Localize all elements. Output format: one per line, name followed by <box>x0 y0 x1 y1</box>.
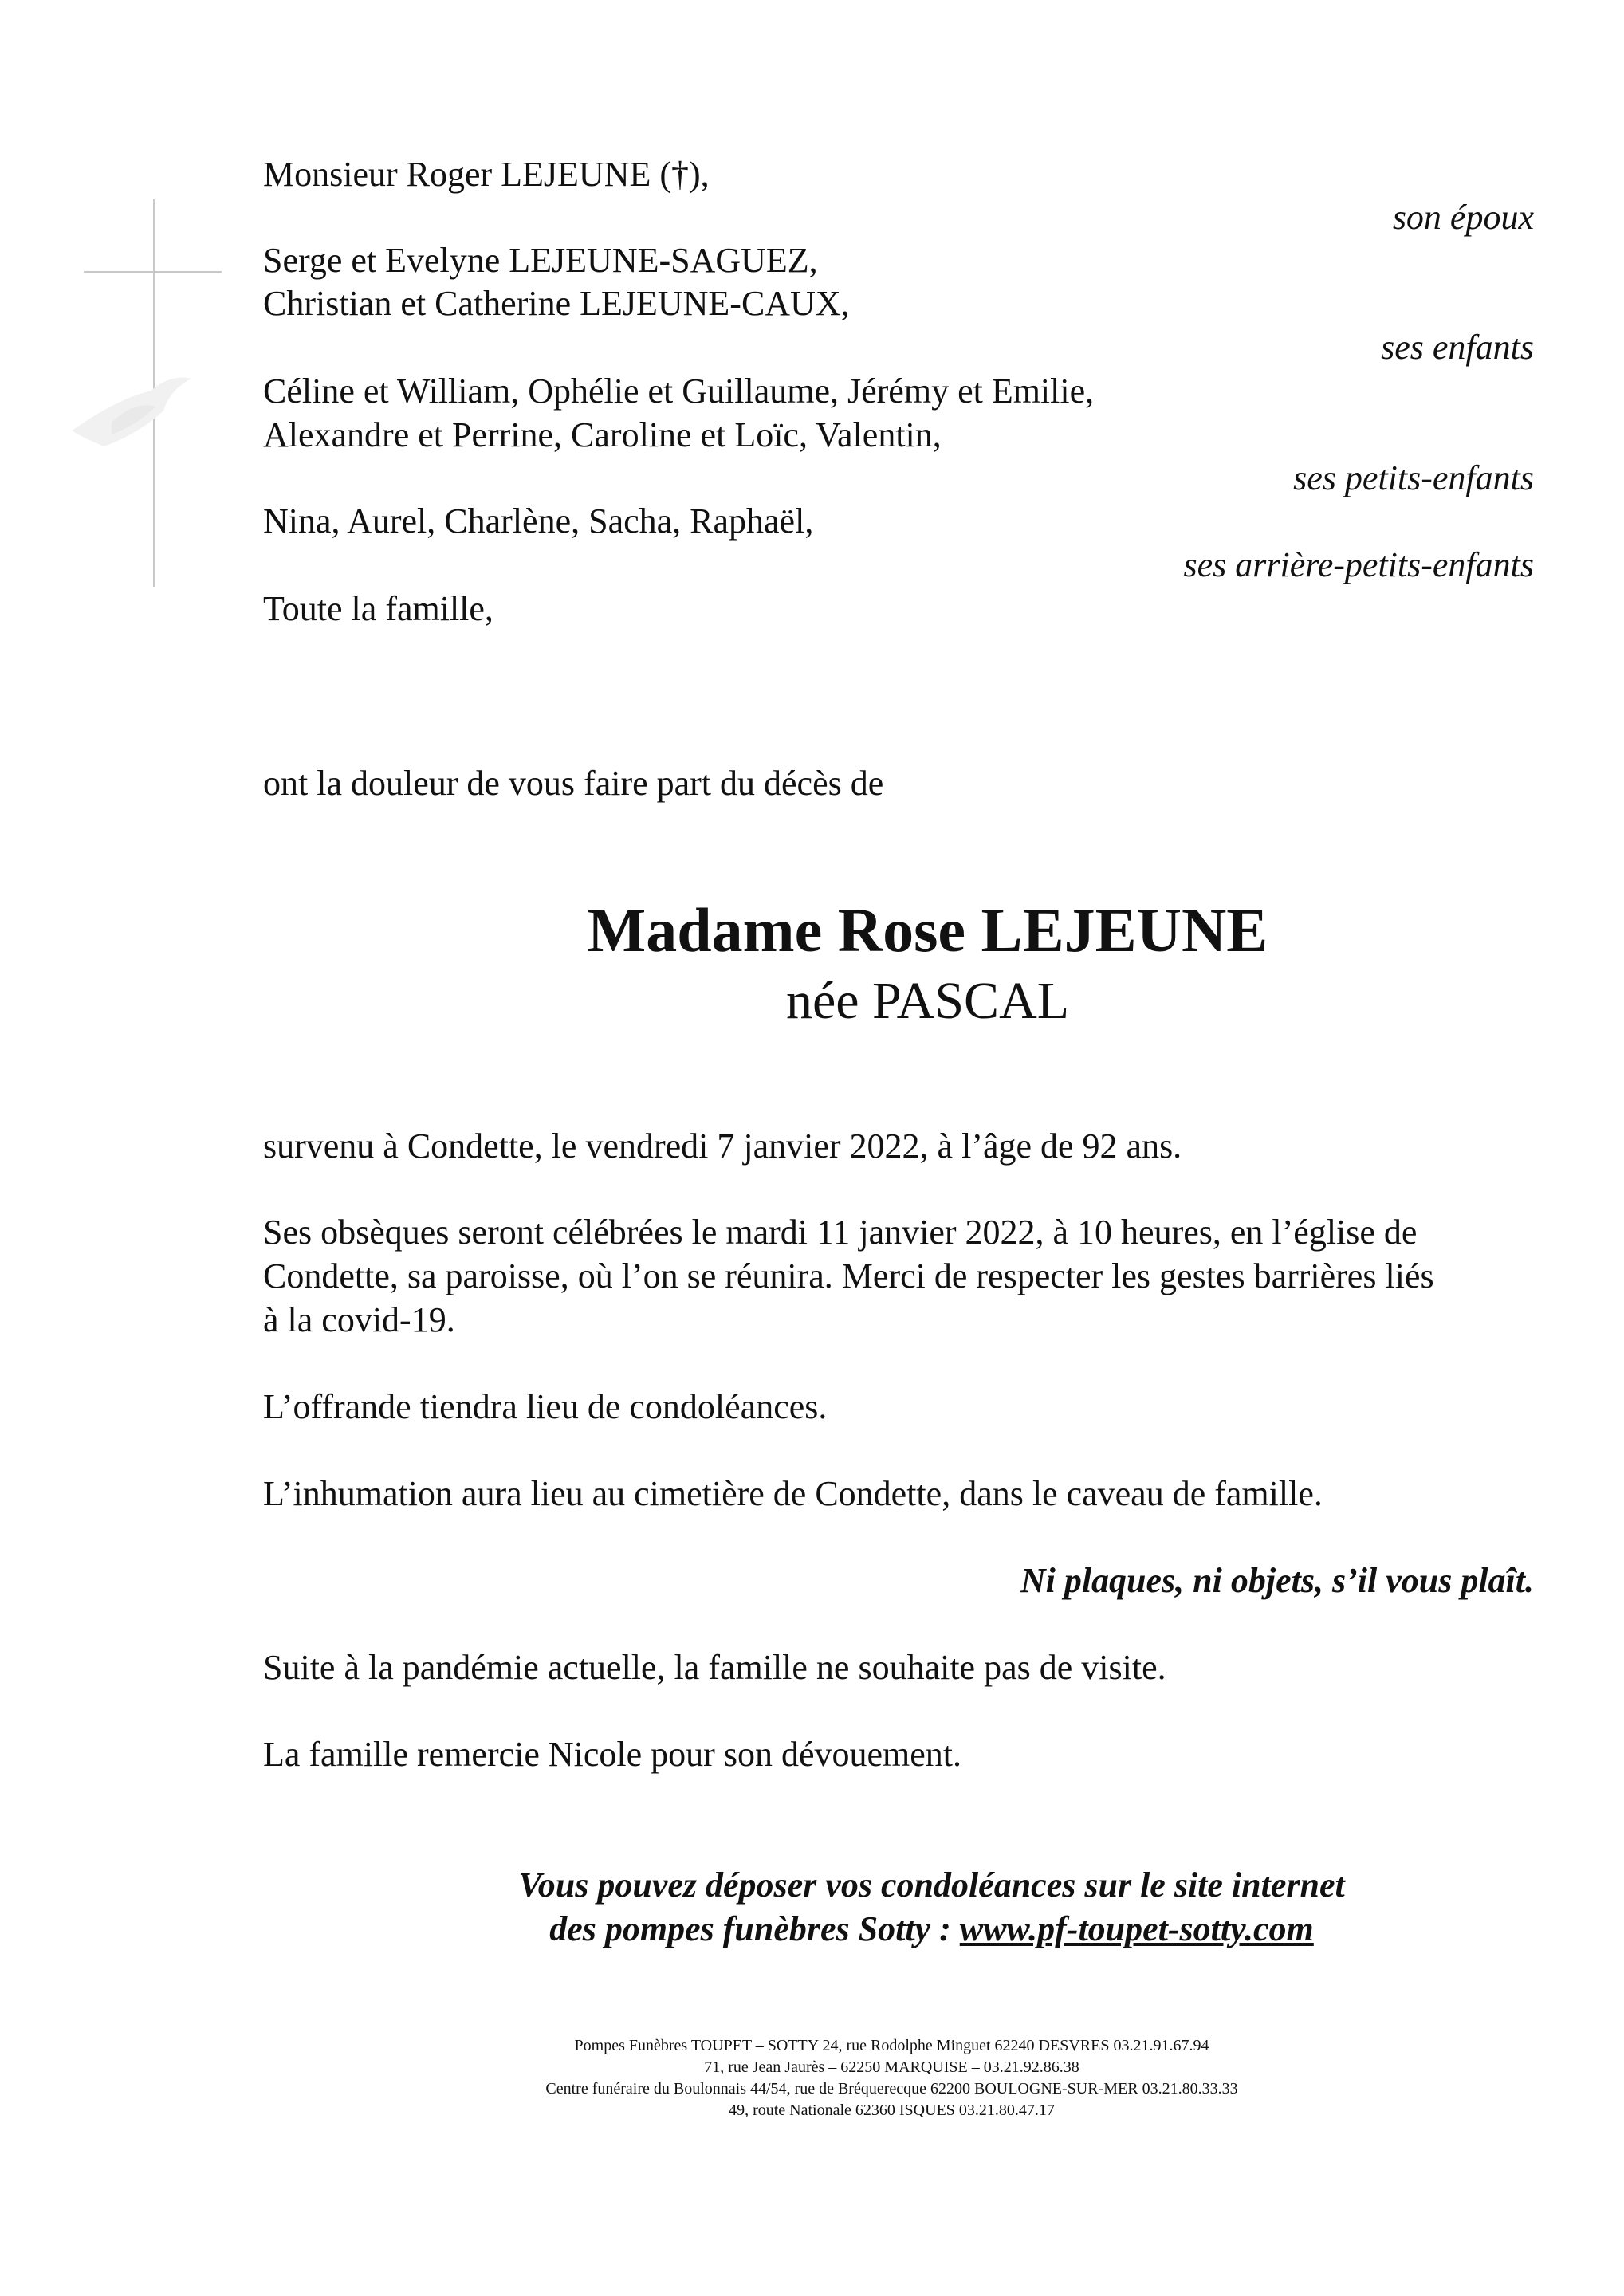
children-line-1: Serge et Evelyne LEJEUNE-SAGUEZ, <box>263 241 818 280</box>
dove-icon <box>64 367 199 470</box>
great-grandchildren-line: Nina, Aurel, Charlène, Sacha, Raphaël, <box>263 501 814 541</box>
husband-role: son époux <box>1392 198 1534 237</box>
announcement-line: ont la douleur de vous faire part du décès de <box>263 764 884 803</box>
footer-line-2: 71, rue Jean Jaurès – 62250 MARQUISE – 03.21.92.86.38 <box>704 2058 1079 2076</box>
deceased-name: Madame Rose LEJEUNE <box>587 895 1268 965</box>
husband-line: Monsieur Roger LEJEUNE (†), <box>263 155 710 194</box>
condolences-website-link[interactable]: www.pf-toupet-sotty.com <box>959 1909 1314 1948</box>
children-role: ses enfants <box>1381 328 1534 367</box>
thanks-line: La famille remercie Nicole pour son dévouement. <box>263 1735 961 1774</box>
funeral-line-3: à la covid-19. <box>263 1300 455 1339</box>
funeral-line-2: Condette, sa paroisse, où l’on se réunira. Merci de respecter les gestes barrières liés <box>263 1256 1434 1295</box>
offering-line: L’offrande tiendra lieu de condoléances. <box>263 1387 828 1426</box>
burial-line: L’inhumation aura lieu au cimetière de Condette, dans le caveau de famille. <box>263 1474 1323 1513</box>
death-details: survenu à Condette, le vendredi 7 janvier 2022, à l’âge de 92 ans. <box>263 1126 1182 1166</box>
footer-line-4: 49, route Nationale 62360 ISQUES 03.21.80.47.17 <box>729 2101 1055 2119</box>
great-grandchildren-role: ses arrière-petits-enfants <box>1183 545 1534 584</box>
footer-line-3: Centre funéraire du Boulonnais 44/54, rue de Bréquerecque 62200 BOULOGNE-SUR-MER 03.21.80.33.33 <box>545 2080 1238 2097</box>
condolences-line-1: Vous pouvez déposer vos condoléances sur le site internet <box>518 1866 1345 1905</box>
funeral-line-1: Ses obsèques seront célébrées le mardi 11 janvier 2022, à 10 heures, en l’église de <box>263 1213 1418 1252</box>
whole-family-line: Toute la famille, <box>263 589 493 628</box>
condolences-line-2 <box>0 1907 1624 1952</box>
grandchildren-line-1: Céline et William, Ophélie et Guillaume, Jérémy et Emilie, <box>263 372 1095 411</box>
condolences-prefix: des pompes funèbres Sotty : <box>549 1909 960 1948</box>
no-visits-line: Suite à la pandémie actuelle, la famille ne souhaite pas de visite. <box>263 1648 1166 1687</box>
grandchildren-line-2: Alexandre et Perrine, Caroline et Loïc, Valentin, <box>263 415 942 454</box>
no-plaques-line: Ni plaques, ni objets, s’il vous plaît. <box>1020 1561 1534 1600</box>
grandchildren-role: ses petits-enfants <box>1293 458 1534 497</box>
footer-line-1: Pompes Funèbres TOUPET – SOTTY 24, rue Rodolphe Minguet 62240 DESVRES 03.21.91.67.94 <box>574 2037 1209 2054</box>
children-line-2: Christian et Catherine LEJEUNE-CAUX, <box>263 284 850 323</box>
deceased-maiden-name: née PASCAL <box>785 972 1070 1030</box>
